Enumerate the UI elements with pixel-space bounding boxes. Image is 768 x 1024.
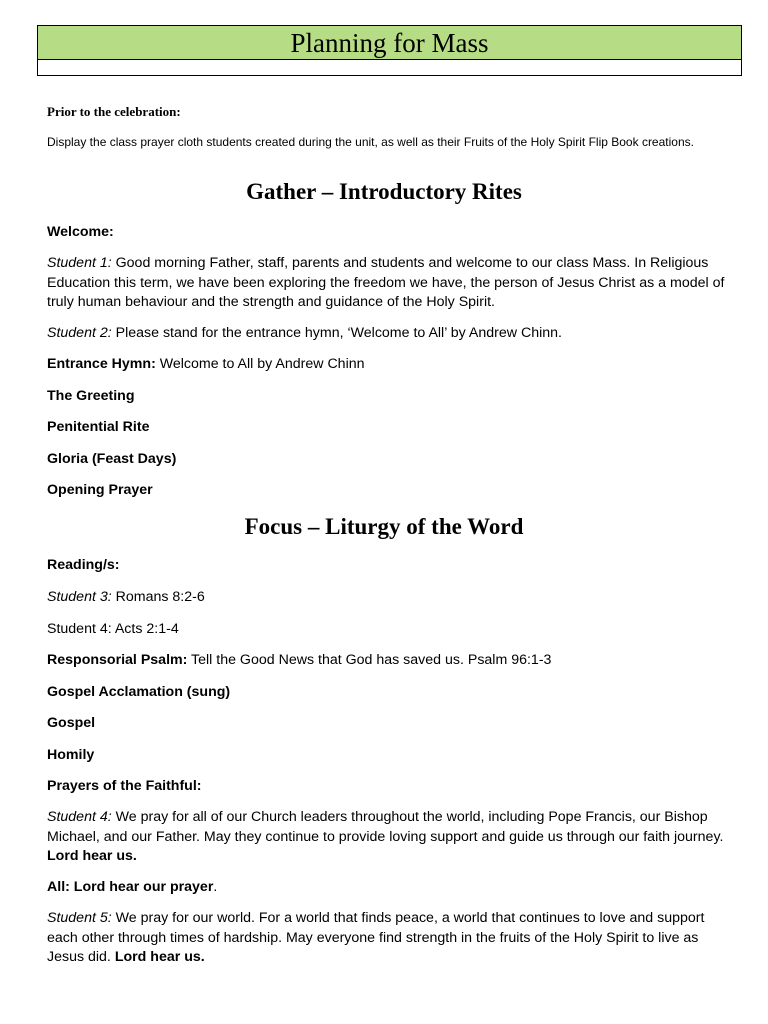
student4-prayer — [47, 808, 727, 867]
student5-prayer — [47, 909, 727, 968]
psalm-text: Tell the Good News that God has saved us. Psalm 96:1-3 — [187, 652, 552, 668]
student4-label: Student 4: — [47, 809, 112, 825]
hymn-text: Welcome to All by Andrew Chinn — [155, 356, 365, 372]
student3-reading — [47, 588, 727, 608]
prior-text: Display the class prayer cloth students created during the unit, as well as their Fruits of the Holy Spirit Flip Book creations. — [47, 135, 694, 149]
entrance-hymn — [47, 355, 727, 375]
lord-hear-us-response-2: Lord hear us. — [114, 949, 205, 965]
gospel-acclamation-heading: Gospel Acclamation (sung) — [47, 684, 231, 700]
student4-reading: Student 4: Acts 2:1-4 — [47, 621, 179, 637]
all-response: All: Lord hear our prayer. — [47, 879, 218, 895]
title-box — [37, 25, 742, 76]
student1-label: Student 1: — [47, 255, 112, 271]
prayers-faithful-heading: Prayers of the Faithful: — [47, 778, 202, 794]
student3-text: Romans 8:2-6 — [111, 589, 205, 605]
student2-paragraph — [47, 324, 727, 344]
gloria-heading: Gloria (Feast Days) — [47, 451, 177, 467]
student2-label: Student 2: — [47, 325, 112, 341]
welcome-label: Welcome: — [47, 224, 114, 240]
lord-hear-us-response: Lord hear us. — [47, 848, 137, 864]
gospel-heading: Gospel — [47, 715, 96, 731]
student2-text: Please stand for the entrance hymn, ‘Welcome to All’ by Andrew Chinn. — [111, 325, 562, 341]
student1-text: Good morning Father, staff, parents and students and welcome to our class Mass. In Religious Education this term, we have been exploring the freedom we have, the person of Jesus Christ as a model of truly human behaviour and the strength and guidance of the Holy Spirit. — [47, 255, 725, 310]
penitential-heading: Penitential Rite — [47, 419, 150, 435]
opening-prayer-heading: Opening Prayer — [47, 482, 153, 498]
homily-heading: Homily — [47, 747, 95, 763]
student3-label: Student 3: — [47, 589, 112, 605]
student5-text: We pray for our world. For a world that finds peace, a world that continues to love and support each other through times of hardship. May everyone find strength in the fruits of the Holy Spirit to live as Jesus did. — [47, 910, 705, 965]
gather-section-title: Gather – Introductory Rites — [246, 179, 522, 204]
student5-label: Student 5: — [47, 910, 112, 926]
greeting-heading: The Greeting — [47, 388, 135, 404]
hymn-label: Entrance Hymn: — [47, 356, 156, 372]
responsorial-psalm — [47, 651, 727, 671]
focus-section-title: Focus – Liturgy of the Word — [244, 514, 524, 539]
prior-heading: Prior to the celebration: — [47, 104, 181, 119]
psalm-label: Responsorial Psalm: — [47, 652, 188, 668]
page-title: Planning for Mass — [38, 26, 741, 60]
student1-paragraph — [47, 254, 727, 313]
readings-label: Reading/s: — [47, 557, 120, 573]
student4-text: We pray for all of our Church leaders throughout the world, including Pope Francis, our Bishop Michael, and our Father. May they continue to provide loving support and guide us through our faith journey. — [47, 809, 724, 845]
